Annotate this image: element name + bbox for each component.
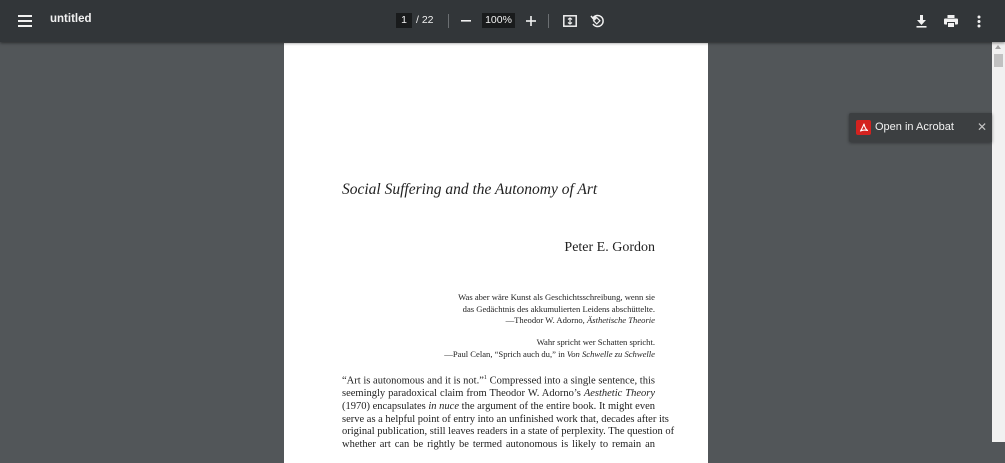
open-in-acrobat-banner[interactable] xyxy=(849,113,992,142)
page-number-input[interactable]: 1 xyxy=(396,13,412,28)
scrollbar-thumb[interactable] xyxy=(994,54,1003,67)
epigraph-adorno xyxy=(458,292,655,327)
attribution-work: Ästhetische Theorie xyxy=(586,315,655,325)
attribution-work: Von Schwelle zu Schwelle xyxy=(566,348,655,359)
body-italic: Aesthetic Theory xyxy=(583,388,655,400)
body-quote: “Art is autonomous and it is not.” xyxy=(342,375,484,387)
body-text-run: Compressed into a single sentence, this xyxy=(486,375,655,387)
scroll-up-arrow-icon[interactable] xyxy=(995,45,1001,49)
body-text-run: seemingly paradoxical claim from Theodor W. Adorno’s xyxy=(342,388,584,400)
epigraph-attribution xyxy=(444,349,655,361)
epigraph-line: das Gedächtnis des akkumulierten Leidens abschüttelte. xyxy=(462,303,655,314)
vertical-scrollbar[interactable] xyxy=(992,42,1005,442)
download-icon[interactable] xyxy=(912,12,930,30)
body-line xyxy=(342,401,655,414)
zoom-out-icon[interactable] xyxy=(458,13,474,29)
article-title: Social Suffering and the Autonomy of Art xyxy=(342,181,598,198)
body-italic: in nuce xyxy=(428,400,459,412)
adobe-acrobat-icon xyxy=(856,120,871,135)
open-in-acrobat-label[interactable]: Open in Acrobat xyxy=(875,121,954,133)
toolbar-divider xyxy=(448,14,449,28)
body-line xyxy=(342,388,655,401)
zoom-in-icon[interactable] xyxy=(523,13,539,29)
more-options-icon[interactable] xyxy=(972,12,986,30)
body-line: serve as a helpful point of entry into an unfinished work that, decades after its xyxy=(342,413,669,425)
body-line: whether art can be rightly be termed autonomous is likely to remain an xyxy=(342,439,655,451)
print-icon[interactable] xyxy=(941,12,960,30)
pdf-toolbar xyxy=(0,0,1005,42)
body-text-run: the argument of the entire book. It might even xyxy=(459,400,655,412)
zoom-level-input[interactable]: 100% xyxy=(482,13,515,28)
document-title: untitled xyxy=(50,13,92,25)
attribution-prefix: —Theodor W. Adorno, xyxy=(505,315,587,325)
pdf-viewport xyxy=(0,42,992,451)
hamburger-menu-icon[interactable] xyxy=(16,12,34,30)
epigraph-celan xyxy=(444,337,655,360)
body-line xyxy=(342,372,655,388)
toolbar-divider xyxy=(548,14,549,28)
attribution-prefix: —Paul Celan, “Sprich auch du,” in xyxy=(444,348,567,359)
epigraph-attribution xyxy=(458,315,655,327)
body-paragraph xyxy=(342,372,675,452)
pdf-page xyxy=(284,43,708,463)
epigraph-line: Wahr spricht wer Schatten spricht. xyxy=(536,337,655,347)
article-author: Peter E. Gordon xyxy=(564,240,655,255)
epigraph-line: Was aber wäre Kunst als Geschichtsschreibung, wenn sie xyxy=(458,292,655,302)
body-text-run: (1970) encapsulates xyxy=(342,400,429,412)
page-total: / 22 xyxy=(416,14,434,26)
close-icon[interactable]: ✕ xyxy=(977,120,988,134)
footnote-marker[interactable]: 1 xyxy=(483,375,487,381)
fit-to-page-icon[interactable] xyxy=(561,12,579,30)
body-line: original publication, still leaves readers in a state of perplexity. The question of xyxy=(342,426,675,438)
rotate-icon[interactable] xyxy=(587,11,606,30)
